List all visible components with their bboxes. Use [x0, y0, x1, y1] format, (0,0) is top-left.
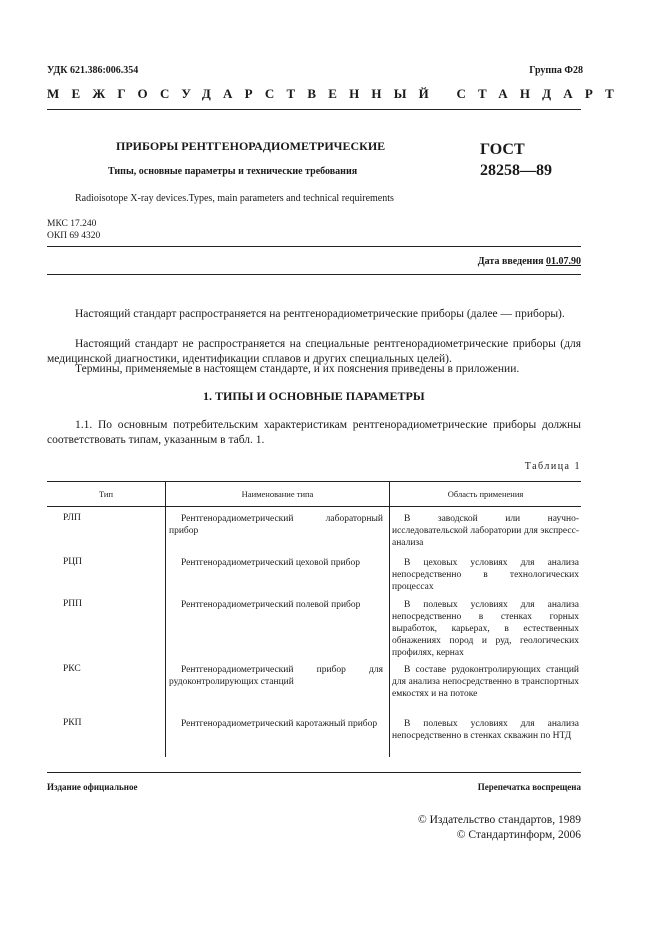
organization-banner: МЕЖГОСУДАРСТВЕННЫЙ СТАНДАРТ — [47, 86, 627, 101]
table-caption: Таблица 1 — [524, 461, 581, 472]
table-row-code: РЦП — [63, 557, 83, 567]
table-row-name: Рентгенорадиометрический лабораторный прибор — [169, 514, 383, 536]
copyright-standartinform: © Стандартинформ, 2006 — [456, 829, 581, 841]
header-rule — [47, 109, 581, 110]
paragraph-exclusion: Настоящий стандарт не распространяется на специальные рентгенорадиометрические приборы (для медицинской диагностики, идентификации сплавов и других специальных целей). — [47, 338, 581, 365]
table-divider-1 — [165, 481, 166, 757]
table-header-name: Наименование типа — [241, 489, 314, 499]
table-row-name: Рентгенорадиометрический прибор для рудоконтролирующих станций — [169, 665, 383, 687]
table-row-area: В цеховых условиях для анализа непосредственно в технологических процессах — [392, 558, 579, 592]
paragraph-scope: Настоящий стандарт распространяется на рентгенорадиометрические приборы (далее — приборы). — [75, 308, 565, 320]
group-code: Группа Ф28 — [529, 65, 583, 76]
table-row-area: В полевых условиях для анализа непосредственно в стенках горных выработок, карьерах, в естественных обнажениях пород и руд, геологических профилях, кернах — [392, 600, 579, 658]
official-edition: Издание официальное — [47, 782, 138, 792]
table-row-name: Рентгенорадиометрический цеховой прибор — [181, 558, 361, 568]
date-rule — [47, 274, 581, 275]
table-row-code: РЛП — [63, 513, 81, 523]
table-row-name: Рентгенорадиометрический каротажный прибор — [181, 719, 378, 729]
gost-label: ГОСТ — [480, 141, 525, 158]
table-header-rule — [47, 506, 581, 507]
copyright-publisher: © Издательство стандартов, 1989 — [417, 814, 581, 826]
udk-code: УДК 621.386:006.354 — [47, 65, 139, 76]
table-row-area: В составе рудоконтролирующих станций для анализа непосредственно в транспортных емкостях и на потоке — [392, 665, 579, 699]
gost-number: 28258—89 — [480, 162, 552, 179]
english-title: Radioisotope X-ray devices.Types, main parameters and technical requirements — [75, 193, 394, 204]
reprint-notice: Перепечатка воспрещена — [477, 782, 581, 792]
table-row-code: РПП — [63, 599, 83, 609]
table-row-code: РКС — [63, 664, 81, 674]
section-heading: 1. ТИПЫ И ОСНОВНЫЕ ПАРАМЕТРЫ — [203, 389, 425, 403]
okp-code: ОКП 69 4320 — [47, 231, 101, 241]
mks-code: МКС 17.240 — [47, 219, 97, 229]
footer-rule — [47, 772, 581, 773]
document-subtitle: Типы, основные параметры и технические требования — [108, 166, 358, 177]
table-top-rule — [47, 481, 581, 482]
table-divider-2 — [389, 481, 390, 757]
table-header-type: Тип — [98, 489, 114, 499]
document-title: ПРИБОРЫ РЕНТГЕНОРАДИОМЕТРИЧЕСКИЕ — [116, 139, 386, 153]
table-row-name: Рентгенорадиометрический полевой прибор — [181, 600, 361, 610]
table-row-area: В полевых условиях для анализа непосредственно в стенках скважин по НТД — [392, 719, 579, 741]
table-row-code: РКП — [63, 718, 82, 728]
intro-date-label: Дата введения — [477, 256, 544, 267]
table-header-area: Область применения — [447, 489, 524, 499]
table-row-area: В заводской или научно-исследовательской лаборатории для экспресс-анализа — [392, 514, 579, 548]
clause-1-1: 1.1. По основным потребительским характеристикам рентгенорадиометрические приборы должны соответствовать типам, указанным в табл. 1. — [47, 419, 581, 446]
intro-date — [478, 256, 581, 267]
title-rule — [47, 246, 581, 247]
intro-date-value: 01.07.90 — [546, 256, 581, 267]
paragraph-terms: Термины, применяемые в настоящем стандарте, и их пояснения приведены в приложении. — [75, 363, 520, 375]
